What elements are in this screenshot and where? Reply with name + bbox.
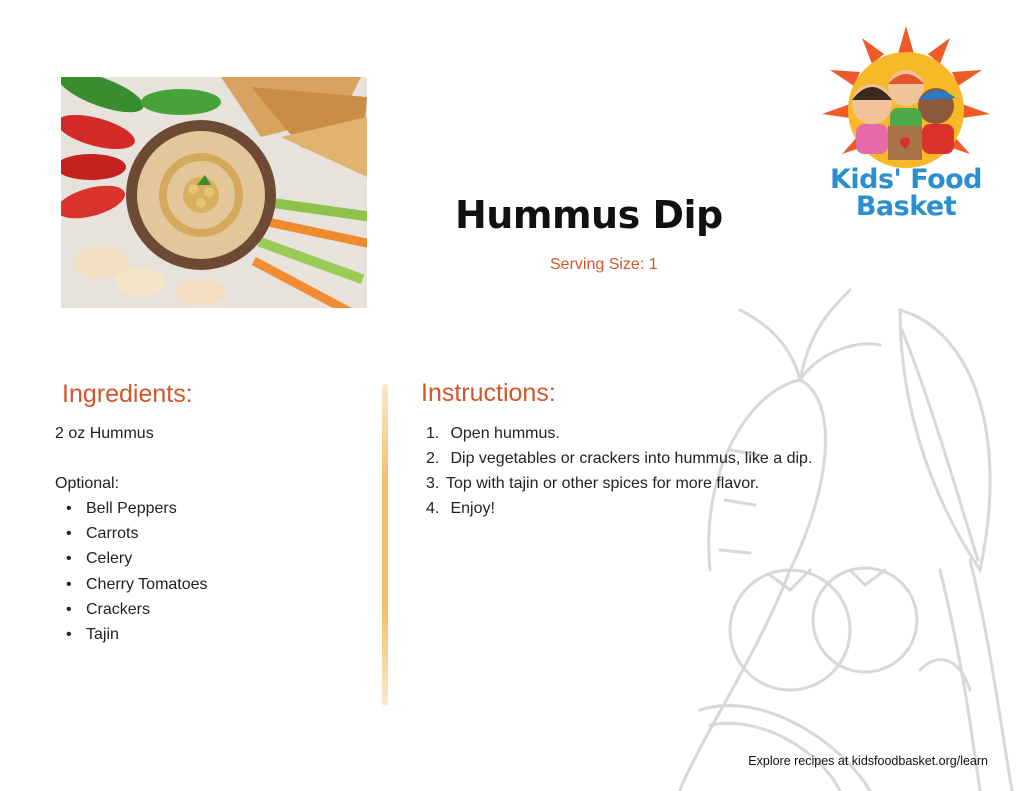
list-item: • Crackers: [66, 597, 208, 622]
instruction-step: 4. Enjoy!: [426, 500, 495, 517]
instructions-list: [426, 421, 812, 521]
list-item: • Carrots: [66, 521, 208, 546]
bullet-icon: •: [66, 626, 72, 644]
list-item: • Tajin: [66, 622, 208, 647]
optional-label: Optional:: [55, 475, 120, 492]
bullet-icon: •: [66, 500, 72, 517]
logo-text-line-2: Basket: [855, 191, 957, 222]
list-item: • Bell Peppers: [66, 496, 208, 521]
list-item: • Cherry Tomatoes: [66, 572, 208, 597]
logo-text-line-1: Kids' Food: [829, 164, 983, 195]
hummus-dip-photo: [61, 77, 367, 308]
instruction-step: 3. Top with tajin or other spices for more flavor.: [426, 475, 760, 492]
optional-ingredients-list: [66, 496, 208, 647]
ingredients-heading: Ingredients:: [62, 380, 193, 408]
serving-size: Serving Size: 1: [550, 256, 658, 273]
list-item: • Celery: [66, 546, 208, 571]
bullet-icon: •: [66, 575, 72, 593]
instructions-heading: Instructions:: [421, 379, 556, 407]
recipe-title: Hummus Dip: [455, 193, 723, 237]
column-divider: [382, 384, 388, 706]
instruction-step: 2. Dip vegetables or crackers into hummus, like a dip.: [426, 450, 813, 467]
bullet-icon: •: [66, 525, 72, 543]
vegetable-background-art: [640, 270, 1024, 791]
bullet-icon: •: [66, 600, 72, 618]
instruction-step: 1. Open hummus.: [426, 425, 560, 442]
footer-link-text: Explore recipes at kidsfoodbasket.org/learn: [748, 754, 988, 768]
base-ingredient: 2 oz Hummus: [55, 425, 154, 442]
bullet-icon: •: [66, 550, 72, 568]
